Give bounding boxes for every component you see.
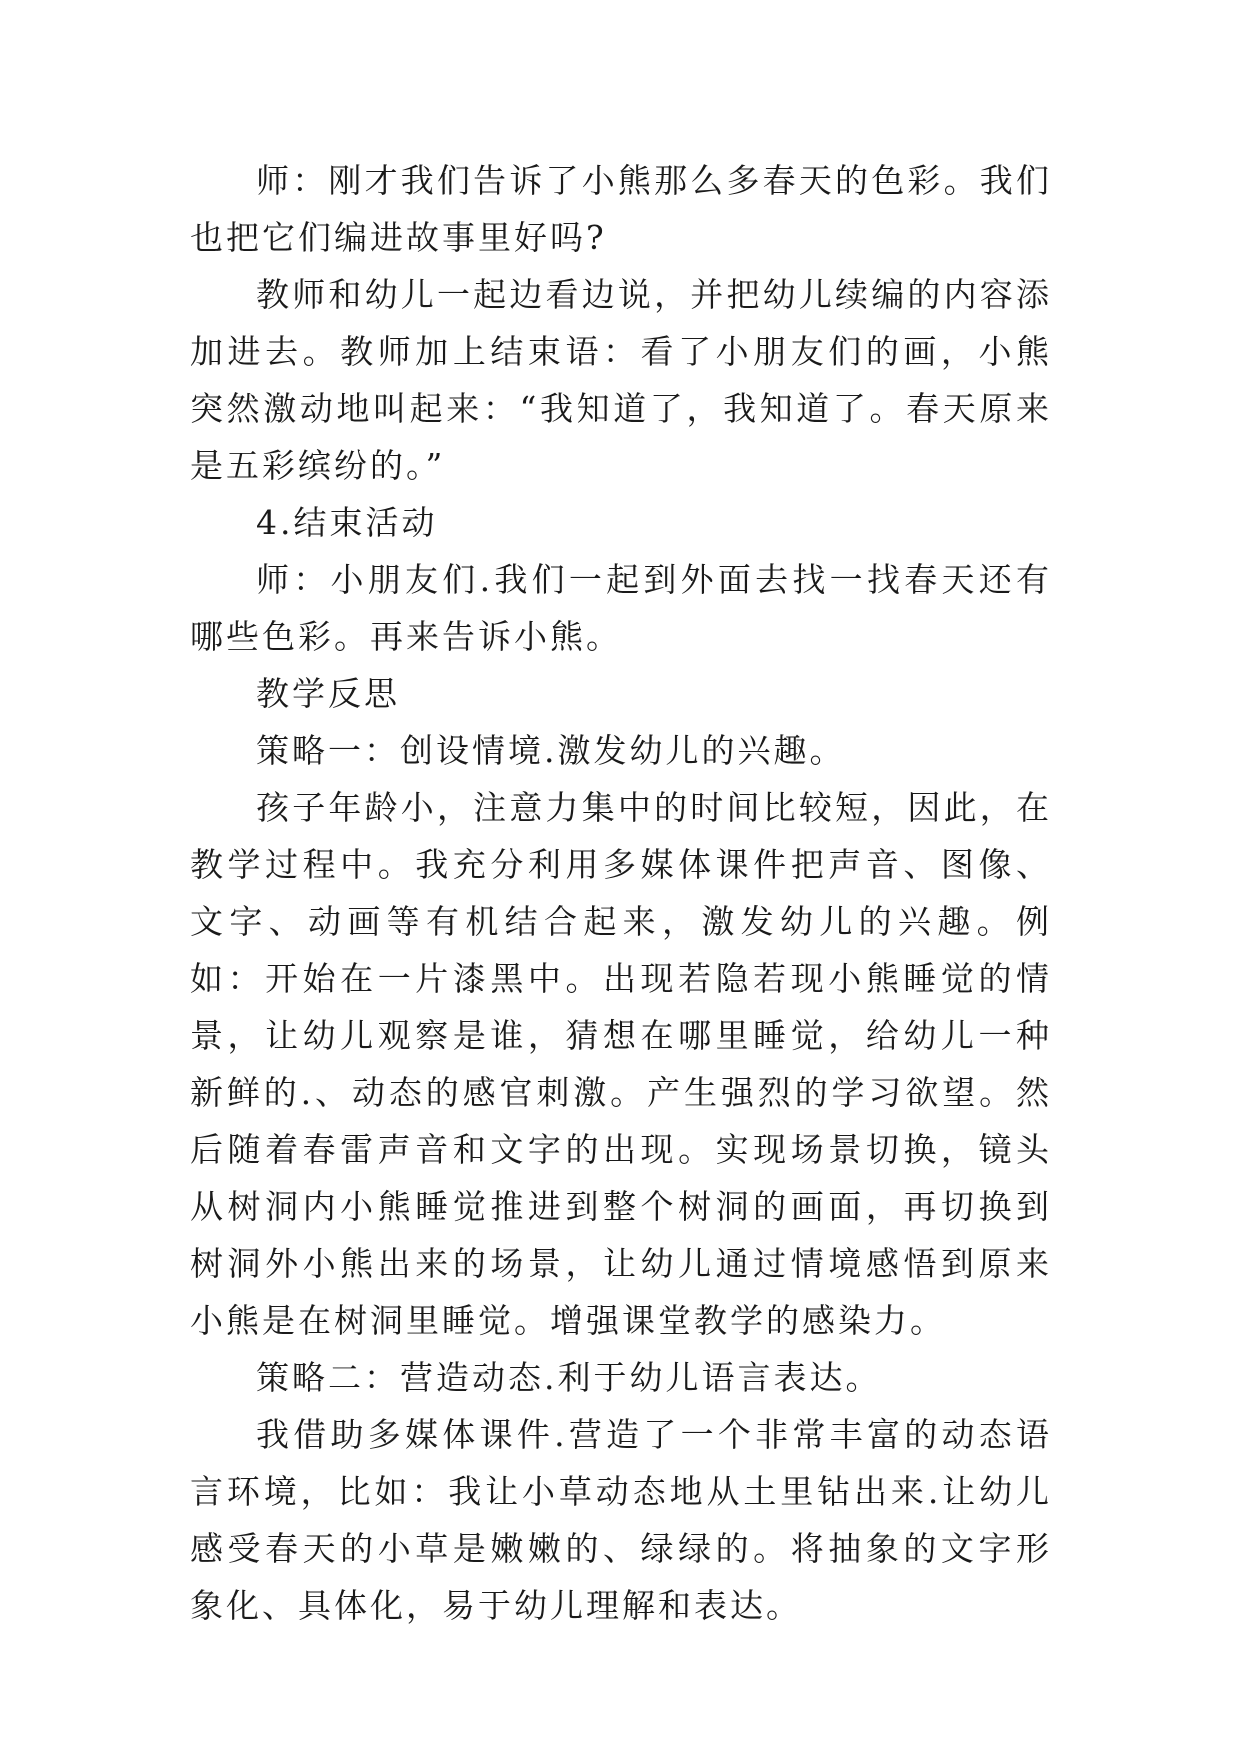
paragraph-teacher-outside: 师：小朋友们.我们一起到外面去找一找春天还有哪些色彩。再来告诉小熊。 — [190, 560, 1052, 656]
document-body — [190, 152, 1052, 1634]
section-heading-end-activity: 4.结束活动 — [256, 503, 438, 542]
section-heading-reflection: 教学反思 — [256, 674, 400, 713]
paragraph-strategy-two: 我借助多媒体课件.营造了一个非常丰富的动态语言环境，比如：我让小草动态地从土里钻出来.让幼儿感受春天的小草是嫩嫩的、绿绿的。将抽象的文字形象化、具体化，易于幼儿理解和表达。 — [190, 1415, 1052, 1625]
paragraph-strategy-one: 孩子年龄小，注意力集中的时间比较短，因此，在教学过程中。我充分利用多媒体课件把声音、图像、文字、动画等有机结合起来，激发幼儿的兴趣。例如：开始在一片漆黑中。出现若隐若现小熊睡觉的情景，让幼儿观察是谁，猜想在哪里睡觉，给幼儿一种新鲜的.、动态的感官刺激。产生强烈的学习欲望。然后随着春雷声音和文字的出现。实现场景切换，镜头从树洞内小熊睡觉推进到整个树洞的画面，再切换到树洞外小熊出来的场景，让幼儿通过情境感悟到原来小熊是在树洞里睡觉。增强课堂教学的感染力。 — [190, 788, 1052, 1340]
paragraph-teacher-colors: 师：刚才我们告诉了小熊那么多春天的色彩。我们也把它们编进故事里好吗? — [190, 161, 1052, 257]
strategy-two-heading: 策略二：营造动态.利于幼儿语言表达。 — [256, 1358, 882, 1397]
paragraph-story-ending: 教师和幼儿一起边看边说，并把幼儿续编的内容添加进去。教师加上结束语：看了小朋友们的画，小熊突然激动地叫起来：“我知道了，我知道了。春天原来是五彩缤纷的。” — [190, 275, 1052, 485]
strategy-one-heading: 策略一：创设情境.激发幼儿的兴趣。 — [256, 731, 846, 770]
